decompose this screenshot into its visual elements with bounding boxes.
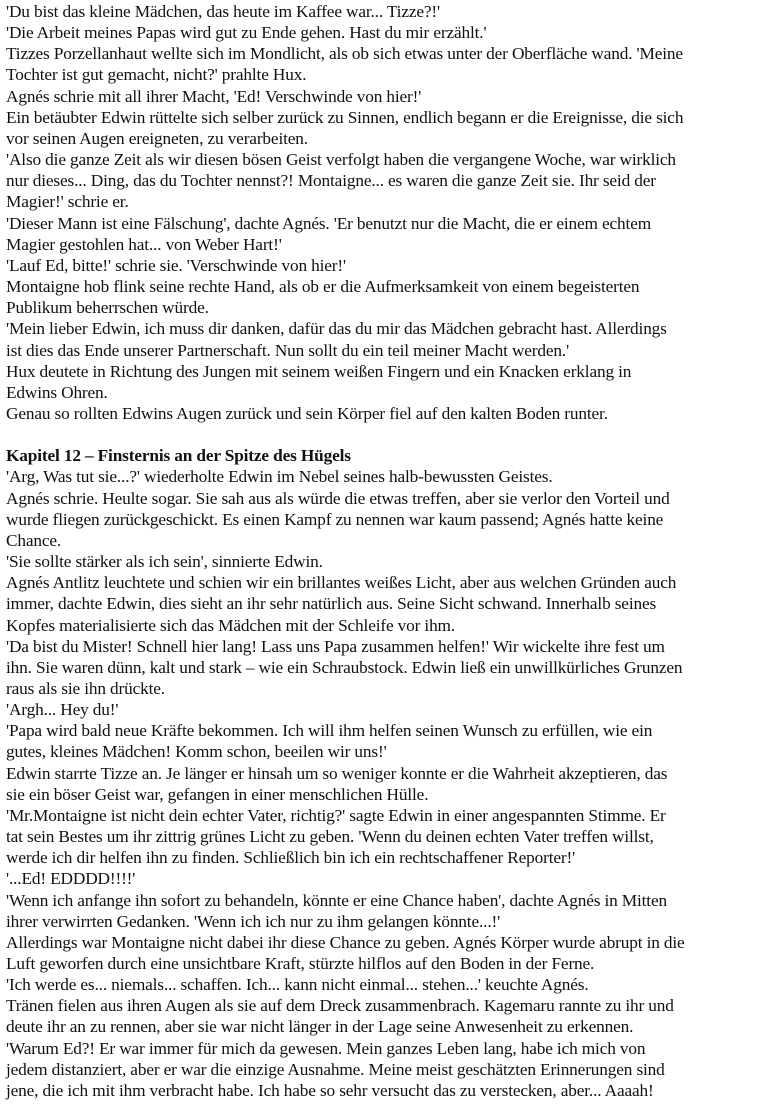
paragraph xyxy=(6,636,758,699)
text-line: Agnés schrie mit all ihrer Macht, 'Ed! Verschwinde von hier!' xyxy=(6,86,422,106)
text-line: 'Mr.Montaigne ist nicht dein echter Vater, richtig?' sagte Edwin in einer angespannten Stimme. Er xyxy=(6,805,666,825)
text-line: nur dieses... Ding, das du Tochter nennst?! Montaigne... es waren die ganze Zeit sie. Ihr seid der xyxy=(6,171,656,191)
paragraph xyxy=(6,276,758,318)
text-line: Chance. xyxy=(6,530,62,550)
paragraph xyxy=(6,974,758,995)
paragraph xyxy=(6,22,758,43)
paragraph xyxy=(6,213,758,255)
text-line: jedem distanziert, aber er war die einzige Ausnahme. Meine meist geschätzten Erinnerungen sind xyxy=(6,1059,665,1079)
text-line: Ein betäubter Edwin rüttelte sich selber zurück zu Sinnen, endlich begann er die Ereignisse, die sich xyxy=(6,107,684,127)
text-line: Agnés Antlitz leuchtete und schien wir ein brillantes weißes Licht, aber aus welchen Gründen auch xyxy=(6,573,677,593)
text-line: Montaigne hob flink seine rechte Hand, als ob er die Aufmerksamkeit von einem begeisterten xyxy=(6,277,640,297)
text-line: Allerdings war Montaigne nicht dabei ihr diese Chance zu geben. Agnés Körper wurde abrupt in die xyxy=(6,932,685,952)
text-line: 'Papa wird bald neue Kräfte bekommen. Ich will ihm helfen seinen Wunsch zu erfüllen, wie ein xyxy=(6,721,653,741)
paragraph xyxy=(6,86,758,107)
paragraph xyxy=(6,995,758,1037)
text-line: 'Dieser Mann ist eine Fälschung', dachte Agnés. 'Er benutzt nur die Macht, die er einem echtem xyxy=(6,213,652,233)
text-line: '...Ed! EDDDD!!!!' xyxy=(6,869,136,889)
paragraph xyxy=(6,551,758,572)
text-line: sie ein böser Geist war, gefangen in einer menschlichen Hülle. xyxy=(6,784,429,804)
text-line: werde ich dir helfen ihn zu finden. Schließlich bin ich ein rechtschaffener Reporter!' xyxy=(6,848,576,868)
text-line: immer, dachte Edwin, dies sieht an ihr sehr natürlich aus. Seine Sicht schwand. Innerhalb seines xyxy=(6,594,657,614)
text-line: Kopfes materialisierte sich das Mädchen mit der Schleife vor ihm. xyxy=(6,615,456,635)
text-line: 'Warum Ed?! Er war immer für mich da gewesen. Mein ganzes Leben lang, habe ich mich von xyxy=(6,1038,646,1058)
chapter-heading xyxy=(6,445,758,466)
paragraph xyxy=(6,466,758,487)
paragraph xyxy=(6,805,758,868)
text-line: vor seinen Augen ereigneten, zu verarbeiten. xyxy=(6,128,308,148)
text-line: tat sein Bestes um ihr zittrig grünes Licht zu geben. 'Wenn du deinen echten Vater treffen willst, xyxy=(6,827,654,847)
text-line: Genau so rollten Edwins Augen zurück und sein Körper fiel auf den kalten Boden runter. xyxy=(6,403,608,423)
text-line: Tochter ist gut gemacht, nicht?' prahlte Hux. xyxy=(6,65,307,85)
text-line: 'Arg, Was tut sie...?' wiederholte Edwin im Nebel seines halb-bewussten Geistes. xyxy=(6,467,553,487)
text-line: Hux deutete in Richtung des Jungen mit seinem weißen Fingern und ein Knacken erklang in xyxy=(6,361,632,381)
paragraph xyxy=(6,890,758,932)
paragraph xyxy=(6,1038,758,1101)
text-line: 'Mein lieber Edwin, ich muss dir danken, dafür das du mir das Mädchen gebracht hast. Allerdings xyxy=(6,319,667,339)
text-line: 'Du bist das kleine Mädchen, das heute im Kaffee war... Tizze?!' xyxy=(6,2,440,21)
text-line: wurde fliegen zurückgeschickt. Es einen Kampf zu nennen war kaum passend; Agnés hatte keine xyxy=(6,509,664,529)
paragraph xyxy=(6,149,758,212)
text-line: Luft geworfen durch eine unsichtbare Kraft, stürzte hilflos auf den Boden in der Ferne. xyxy=(6,954,595,974)
paragraph xyxy=(6,318,758,360)
text-line: ihn. Sie waren dünn, kalt und stark – wie ein Schraubstock. Edwin ließ ein unwillkürliches Grunzen xyxy=(6,657,683,677)
paragraph xyxy=(6,699,758,720)
paragraph xyxy=(6,361,758,403)
text-line: 'Argh... Hey du!' xyxy=(6,700,119,720)
paragraph xyxy=(6,107,758,149)
text-line: Magier!' schrie er. xyxy=(6,192,129,212)
text-line: raus als sie ihn drückte. xyxy=(6,678,165,698)
paragraph xyxy=(6,720,758,762)
text-line: 'Ich werde es... niemals... schaffen. Ich... kann nicht einmal... stehen...' keuchte Agnés. xyxy=(6,975,589,995)
text-line: Agnés schrie. Heulte sogar. Sie sah aus als würde die etwas treffen, aber sie verlor den Vorteil und xyxy=(6,488,670,508)
text-line: 'Die Arbeit meines Papas wird gut zu Ende gehen. Hast du mir erzählt.' xyxy=(6,23,487,43)
text-line: 'Lauf Ed, bitte!' schrie sie. 'Verschwinde von hier!' xyxy=(6,255,346,275)
text-line: gutes, kleines Mädchen! Komm schon, beeilen wir uns!' xyxy=(6,742,387,762)
text-line: Publikum beherrschen würde. xyxy=(6,298,209,318)
paragraph xyxy=(6,255,758,276)
text-line: Tizzes Porzellanhaut wellte sich im Mondlicht, als ob sich etwas unter der Oberfläche wand. 'Meine xyxy=(6,44,683,64)
paragraph xyxy=(6,868,758,889)
text-line: 'Sie sollte stärker als ich sein', sinnierte Edwin. xyxy=(6,552,323,572)
text-line: 'Also die ganze Zeit als wir diesen bösen Geist verfolgt haben die vergangene Woche, war wirklich xyxy=(6,150,676,170)
text-line: ist dies das Ende unserer Partnerschaft. Nun sollt du ein teil meiner Macht werden.' xyxy=(6,340,570,360)
text-line: Edwins Ohren. xyxy=(6,382,108,402)
text-line: ihrer verwirrten Gedanken. 'Wenn ich ich nur zu ihm gelangen könnte...!' xyxy=(6,911,501,931)
paragraph xyxy=(6,403,758,424)
text-line: Edwin starrte Tizze an. Je länger er hinsah um so weniger konnte er die Wahrheit akzeptieren, das xyxy=(6,763,668,783)
text-line: Magier gestohlen hat... von Weber Hart!' xyxy=(6,234,282,254)
paragraph xyxy=(6,572,758,635)
text-line: jene, die ich mit ihm verbracht habe. Ich habe so sehr versucht das zu verstecken, aber... Aaaah! xyxy=(6,1080,654,1100)
paragraph xyxy=(6,932,758,974)
text-line: 'Wenn ich anfange ihn sofort zu behandeln, könnte er eine Chance haben', dachte Agnés in Mitten xyxy=(6,890,667,910)
text-line: Kapitel 12 – Finsternis an der Spitze des Hügels xyxy=(6,446,351,466)
paragraph xyxy=(6,1,758,22)
text-line: Tränen fielen aus ihren Augen als sie auf dem Dreck zusammenbrach. Kagemaru rannte zu ihr und xyxy=(6,996,674,1016)
paragraph xyxy=(6,763,758,805)
text-line: deute ihr an zu rennen, aber sie war nicht länger in der Lage seine Anwesenheit zu erkennen. xyxy=(6,1017,634,1037)
paragraph xyxy=(6,488,758,551)
paragraph xyxy=(6,43,758,85)
blank-line xyxy=(6,424,758,445)
text-line: 'Da bist du Mister! Schnell hier lang! Lass uns Papa zusammen helfen!' Wir wickelte ihre fest um xyxy=(6,636,665,656)
